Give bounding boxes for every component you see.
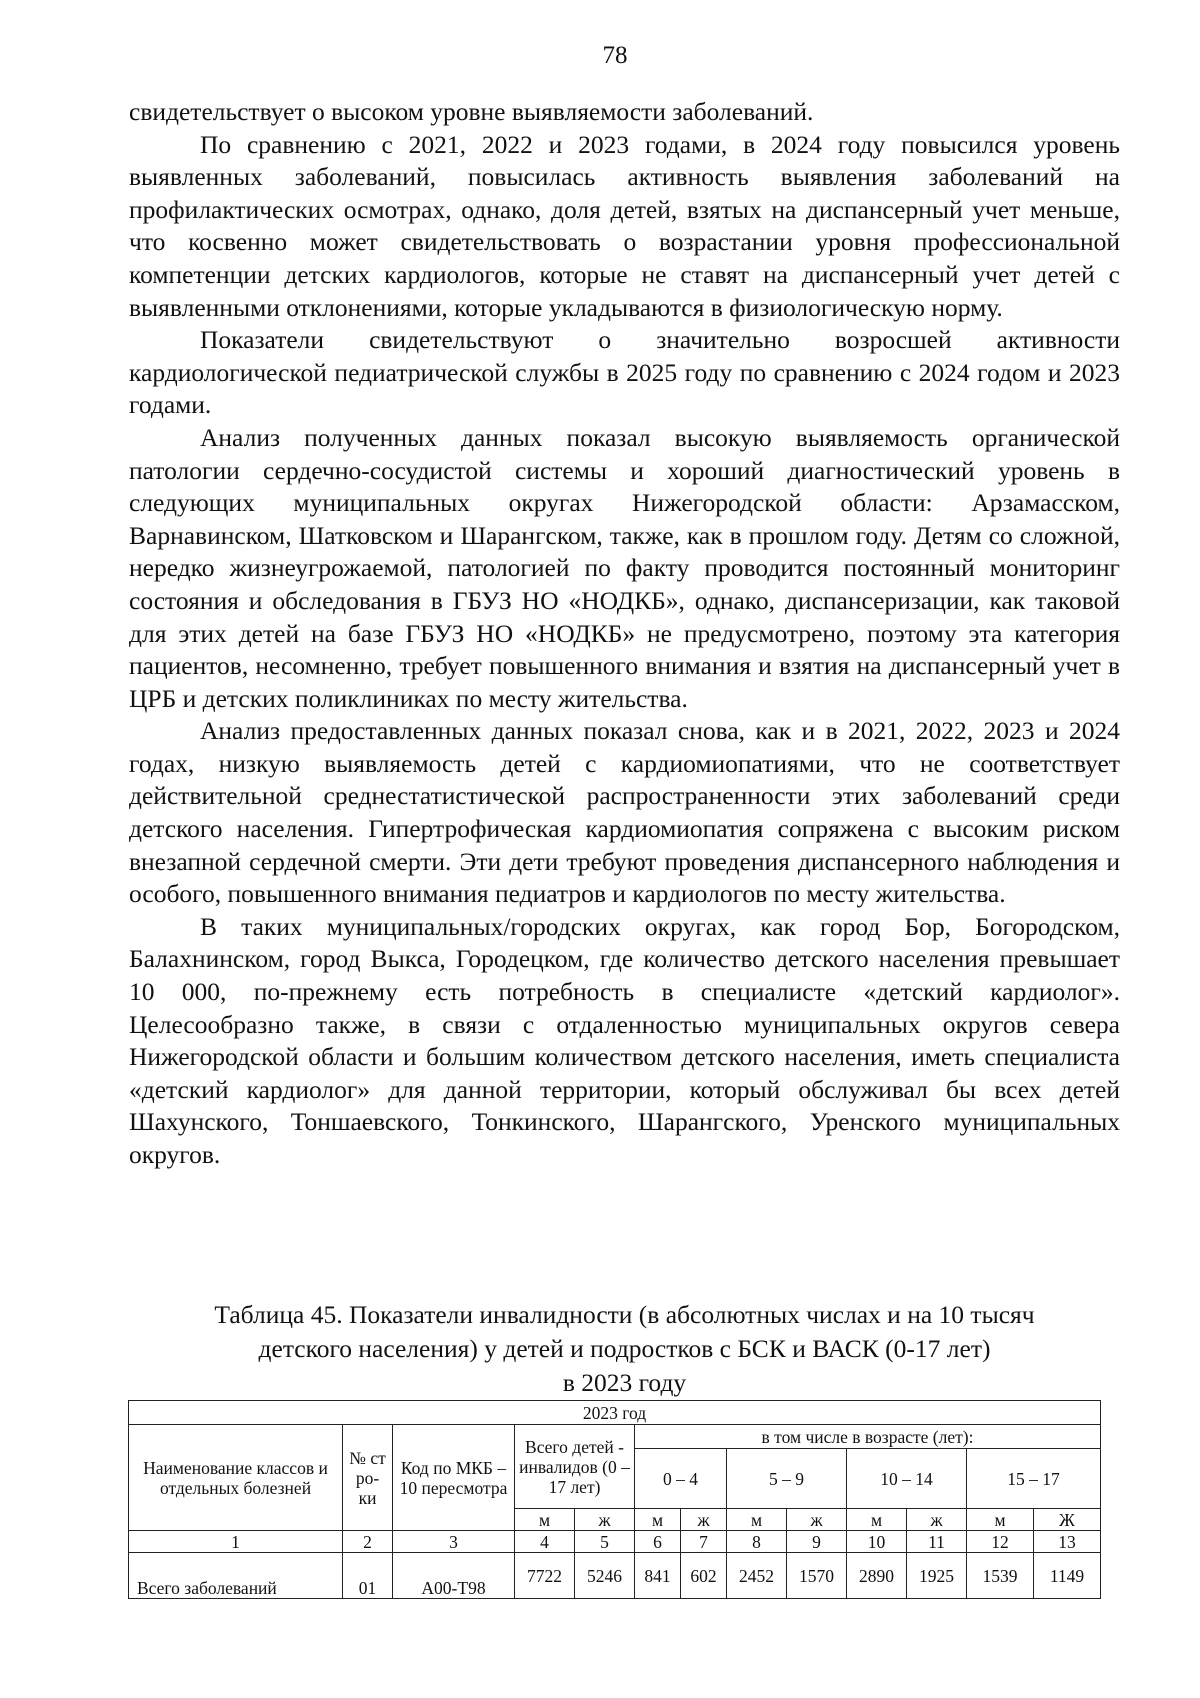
sex-label: м	[967, 1509, 1034, 1531]
table-cell: 1925	[907, 1553, 967, 1599]
table-cell: 1570	[787, 1553, 847, 1599]
table-cell: 1149	[1034, 1553, 1101, 1599]
caption-line: в 2023 году	[562, 1368, 687, 1397]
disability-table	[128, 1400, 1101, 1599]
table-row	[129, 1553, 1101, 1599]
paragraph: В таких муниципальных/городских округах, как город Бор, Богородском, Балахнинском, город Выкса, Городецком, где количество детского населения превышает 10 000, по-прежнему есть потребность в специалисте «детский кардиолог». Целесообразно также, в связи с отдаленностью муниципальных округов севера Нижегородской области и большим количеством детского населения, иметь специалиста «детский кардиолог» для данной территории, который обслуживал бы всех детей Шахунского, Тоншаевского, Тонкинского, Шарангского, Уренского муниципальных округов.	[129, 911, 1120, 1169]
column-number: 10	[847, 1531, 907, 1553]
sex-label: м	[847, 1509, 907, 1531]
sex-label: ж	[681, 1509, 727, 1531]
sex-label: м	[727, 1509, 787, 1531]
column-number: 9	[787, 1531, 847, 1553]
column-number: 6	[635, 1531, 681, 1553]
table-caption	[129, 1298, 1120, 1400]
paragraph: Анализ полученных данных показал высокую выявляемость органической патологии сердечно-сосудистой системы и хороший диагностический уровень в следующих муниципальных округах Нижегородской области: Арзамасском, Варнавинском, Шатковском и Шарангском, также, как в прошлом году. Детям со сложной, нередко жизнеугрожаемой, патологией по факту проводится постоянный мониторинг состояния и обследования в ГБУЗ НО «НОДКБ», однако, диспансеризации, как таковой для этих детей на базе ГБУЗ НО «НОДКБ» не предусмотрено, поэтому эта категория пациентов, несомненно, требует повышенного внимания и взятия на диспансерный учет в ЦРБ и детских поликлиниках по месту жительства.	[129, 422, 1120, 713]
col-row-no-header: № ст ро- ки	[343, 1425, 393, 1531]
age-group-15-17: 15 – 17	[967, 1449, 1101, 1509]
age-group-0-4: 0 – 4	[635, 1449, 727, 1509]
column-number: 4	[515, 1531, 575, 1553]
table-cell: 841	[635, 1553, 681, 1599]
caption-line: детского населения) у детей и подростков с БСК и ВАСК (0-17 лет)	[258, 1334, 991, 1363]
age-group-header: в том числе в возрасте (лет):	[635, 1425, 1101, 1449]
sex-label: м	[635, 1509, 681, 1531]
sex-label: м	[515, 1509, 575, 1531]
column-number: 11	[907, 1531, 967, 1553]
column-number: 12	[967, 1531, 1034, 1553]
table-cell: 2452	[727, 1553, 787, 1599]
table-cell: 7722	[515, 1553, 575, 1599]
paragraph: Анализ предоставленных данных показал снова, как и в 2021, 2022, 2023 и 2024 годах, низкую выявляемость детей с кардиомиопатиями, что не соответствует действительной среднестатистической распространенности этих заболеваний среди детского населения. Гипертрофическая кардиомиопатия сопряжена с высоким риском внезапной сердечной смерти. Эти дети требуют проведения диспансерного наблюдения и особого, повышенного внимания педиатров и кардиологов по месту жительства.	[129, 716, 1120, 909]
table-cell: 1539	[967, 1553, 1034, 1599]
row-name: Всего заболеваний	[129, 1553, 343, 1599]
age-group-5-9: 5 – 9	[727, 1449, 847, 1509]
column-number: 13	[1034, 1531, 1101, 1553]
year-header: 2023 год	[129, 1401, 1101, 1425]
sex-label: ж	[787, 1509, 847, 1531]
column-number: 1	[129, 1531, 343, 1553]
column-number: 5	[575, 1531, 635, 1553]
row-icd: А00-Т98	[393, 1553, 515, 1599]
table-cell: 2890	[847, 1553, 907, 1599]
col-total-header: Всего детей - инвалидов (0 – 17 лет)	[515, 1425, 635, 1509]
sex-label: Ж	[1034, 1509, 1101, 1531]
paragraph: По сравнению с 2021, 2022 и 2023 годами, в 2024 году повысился уровень выявленных заболеваний, повысилась активность выявления заболеваний на профилактических осмотрах, однако, доля детей, взятых на диспансерный учет меньше, что косвенно может свидетельствовать о возрастании уровня профессиональной компетенции детских кардиологов, которые не ставят на диспансерный учет детей с выявленными отклонениями, которые укладываются в физиологическую норму.	[129, 129, 1120, 322]
column-number: 2	[343, 1531, 393, 1553]
table-cell: 5246	[575, 1553, 635, 1599]
column-number: 7	[681, 1531, 727, 1553]
page-number: 78	[602, 42, 628, 69]
body-text	[129, 96, 1120, 1172]
col-icd-header: Код по МКБ – 10 пересмотра	[393, 1425, 515, 1531]
age-group-10-14: 10 – 14	[847, 1449, 967, 1509]
col-name-header: Наименование классов и отдельных болезней	[129, 1425, 343, 1531]
column-number: 3	[393, 1531, 515, 1553]
row-no: 01	[343, 1553, 393, 1599]
table-cell: 602	[681, 1553, 727, 1599]
disability-table-wrap	[128, 1400, 1100, 1599]
paragraph: свидетельствует о высоком уровне выявляемости заболеваний.	[129, 97, 814, 126]
sex-label: ж	[575, 1509, 635, 1531]
paragraph: Показатели свидетельствуют о значительно возросшей активности кардиологической педиатрической службы в 2025 году по сравнению с 2024 годом и 2023 годами.	[129, 325, 1120, 420]
column-number: 8	[727, 1531, 787, 1553]
sex-label: ж	[907, 1509, 967, 1531]
caption-line: Таблица 45. Показатели инвалидности (в абсолютных числах и на 10 тысяч	[214, 1300, 1035, 1329]
